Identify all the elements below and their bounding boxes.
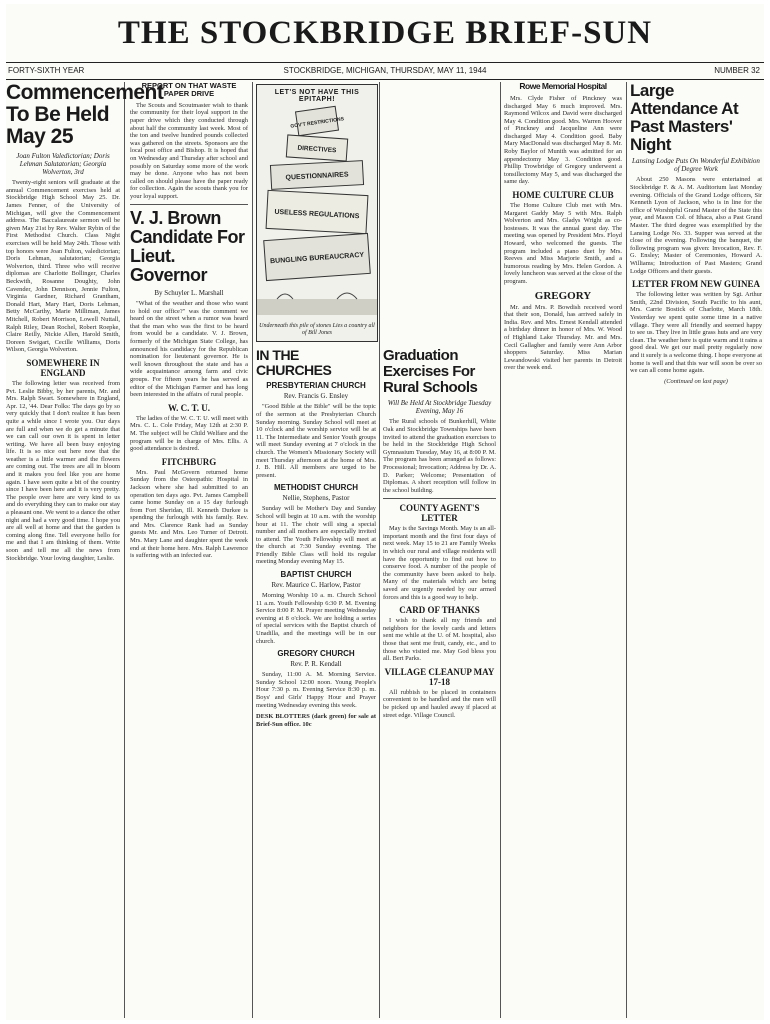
waste-paper-article: The Scouts and Scoutmaster wish to thank the community for their loyal support in the paper drive which they conducted through about half the community last week. Most of the ton and twelve hundred pounds collected was gathered on the streets. Sponsors are the local post office and Bishop. It is hoped that on Wednesday and Thursday after school and possibly on Saturday some more of the work may be done. Anyone who has not been called on should please have the paper ready for collection. Again the scouts thank you for your loyal support. <box>130 101 248 200</box>
editorial-cartoon <box>256 84 378 342</box>
somewhere-in-england-article: The following letter was received from Pvt. Leslie Bibby, by her parents, Mr. and Mrs. Ralph Swart. Somewhere in England, Apr. 12, '44. Dear Folks: The days go by so very quickly that I don't realize it has been quite a while since I wrote you. Our days are full and when we do get a minute that we can call our own it is spent in letter writing. We have all been busy enjoying life. It is so nice out here now that the weather is a little warmer and the flowers are coming out. The trees are all in bloom and it makes you feel like you are home again. I have seen quite a bit of the country since I have been here and it is very pretty. The people over here are very kind to us and do everything they can to make our stay a pleasant one. We went to a dance the other night and had a very good time. I hope you are all well at home and that the garden is coming along fine. Tell everyone hello for me and that I am thinking of them. Write soon and tell me all the news from Stockbridge. Your loving daughter, Leslie. <box>6 379 120 562</box>
waste-paper-headline: REPORT ON THAT WASTE PAPER DRIVE <box>141 81 237 98</box>
tombstone-pile-illustration <box>257 103 377 315</box>
stone-label: GOV'T RESTRICTIONS <box>290 116 345 130</box>
stone-label: QUESTIONNAIRES <box>285 171 349 182</box>
county-agent-heading: COUNTY AGENT'S LETTER <box>399 503 480 524</box>
wctu-article: The ladies of the W. C. T. U. will meet with Mrs. C. L. Cole Friday, May 12th at 2:30 P. M. The subject will be Child Welfare and the program will be in charge of Mrs. Ellis. A good attendance is desired. <box>130 414 248 453</box>
baptist-pastor: Rev. Maurice C. Harlow, Pastor <box>271 581 361 590</box>
churches-headline: IN THE CHURCHES <box>256 347 332 378</box>
issue-date: STOCKBRIDGE, MICHIGAN, THURSDAY, MAY 11, 1944 <box>283 66 487 75</box>
gregory-heading: GREGORY <box>534 289 592 302</box>
gregory-church-heading: GREGORY CHURCH <box>277 649 355 659</box>
column-1 <box>6 81 164 1018</box>
column-3 <box>256 348 376 1018</box>
continued-notice: (Continued on last page) <box>664 377 728 385</box>
hospital-headline: Rowe Memorial Hospital <box>519 81 607 91</box>
past-masters-headline: Large Attendance At Past Masters' Night <box>630 81 739 154</box>
column-2 <box>130 82 248 1018</box>
brown-candidate-headline: V. J. Brown Candidate For Lieut. Governor <box>130 208 245 286</box>
column-rule <box>500 82 501 1018</box>
column-rule <box>252 82 253 1018</box>
methodist-article: Sunday will be Mother's Day and Sunday School will begin at 10 a.m. with the worship hour at 11. The choir will sing a special number and all mothers are especially invited to attend. The Youth Fellowship will meet at the church at 7:30 Sunday evening. The Friendly Bible Class will hold its regular meeting Monday evening May 15. <box>256 505 376 566</box>
presbyterian-pastor: Rev. Francis G. Ensley <box>283 392 349 401</box>
past-masters-article: About 250 Masons were entertained at Stockbridge F. & A. M. Auditorium last Monday evening. Officials of the Grand Lodge officers, Sir Kenneth Lyon of Jackson, who is in line for the office of Worshipful Grand Master of the State this year, and Mason Col. of Ithaca, also a Past Grand Master. The third degree was exemplified by the Lansing Lodge No. 33. Supper was served at the close of the evening. Following the banquet, the following program was given: Invocation, Rev. F. G. Ensley; Master of Ceremonies, Howard A. Williams; Introduction of Past Masters; Grand Lodge Officers and their guests. <box>630 176 762 275</box>
wctu-heading: W. C. T. U. <box>167 402 211 413</box>
cartoon-title: LET'S NOT HAVE THIS EPITAPH! <box>274 89 360 103</box>
village-cleanup-heading: VILLAGE CLEANUP MAY 17-18 <box>384 666 495 687</box>
baptist-article: Morning Worship 10 a. m. Church School 11 a.m. Youth Fellowship 6:30 P. M. Evening Service 8:00 P. M. Prayer meeting Wednesday evening at 8 o'clock. We are holding a series of special services with the Baptist church of Unadilla, and the meetings will be in our church. <box>256 592 376 645</box>
column-6 <box>630 82 762 1018</box>
newspaper-page <box>6 4 764 1020</box>
presbyterian-article: "Good Bible at the Bible" will be the topic of the sermon at the Presbyterian Church Sunday morning. Sunday School will meet at 10 o'clock and the worship service will be at 11. The Intermediate and Senior Youth groups will meet Sunday evening at 7 o'clock in the church. The Women's Missionary Society will meet Thursday afternoon at the home of Mrs. J. B. Hill. All members are urged to be present. <box>256 403 376 479</box>
methodist-pastor: Nellie, Stephens, Pastor <box>282 494 350 503</box>
brown-byline: By Schuyler L. Marshall <box>154 289 224 298</box>
fitchburg-heading: FITCHBURG <box>161 456 217 467</box>
gregory-article: Mr. and Mrs. P. Bowdish received word that their son, Donald, has arrived safely in India. Rev. and Mrs. Ernest Kendall attended a birthday dinner in honor of Mrs. W. Wood of Highland Lake Thursday. Mr. and Mrs. Cecil Gallagher and family were Ann Arbor shoppers Saturday. Miss Marian Lewandowski visited her parents in Detroit over the week end. <box>504 303 622 372</box>
somewhere-in-england-heading: SOMEWHERE IN ENGLAND <box>26 357 100 378</box>
graduation-headline: Graduation Exercises For Rural Schools <box>383 347 478 396</box>
brown-candidate-article: "What of the weather and those who want to hold our office?" was the comment we heard on the street when a rumor was heard that the man who was the first to be heard from would be a candidate. V. J. Brown, formerly of the Michigan State College, has announced his candidacy for the Republican nomination for lieutenant governor. He is well known throughout the state and has a wide acquaintance among farm and civic groups. For fifteen years he has served as editor of the Michigan Farmer and has long been interested in the affairs of rural people. <box>130 300 248 399</box>
new-guinea-letter-heading: LETTER FROM NEW GUINEA <box>631 279 761 290</box>
home-culture-club-article: The Home Culture Club met with Mrs. Margaret Gaddy May 5 with Mrs. Ralph Wolverton and Mrs. Gladys Wright as co-hostesses. It was the annual guest day. The meeting was opened by President Mrs. Floyd Howard, who welcomed the guests. The program included a piano duet by Mrs. Reeves and Miss Marjorie Smith, and a humorous reading by Mrs. Helen Gordon. A lovely luncheon was served at the close of the program. <box>504 202 622 285</box>
commencement-article: Twenty-eight seniors will graduate at the annual Commencement exercises held at Stockbridge High School May 25. Dr. James Fenner, of the University of Michigan, will give the Commencement address. The Baccalaureate sermon will be given May 21st by Rev. Walter Rybin of the First Methodist Church. Class Night exercises will be held May 24th. Those with top honors were Joan Fulton, valedictorian; Doris Lehman, salutatorian; Georgia Wolverton, third. Three who will receive diplomas are Charlotte Bollinger, Charles Beckwith, Rosanne Doughty, John Cavender, John Dennison, Jennie Fulton, Virginia Gardner, Richard Grantham, Donald Hart, Mary Hart, Doris Lehman, Betty McCarthy, Marie Milliman, James Mitchell, Robert Morrison, Lowell Nuttall, Ralph Riley, Dean Rochel, Robert Roepke, Claire Reilly, Nickie Allen, Harold Smith, Doreen Swigart, Cecille Williams, Doris Wilson, Georgia Wolverton. <box>6 179 120 354</box>
column-rule <box>124 82 125 1018</box>
card-of-thanks-text: I wish to thank all my friends and neighbors for the lovely cards and letters sent me while at the U. of M. hospital, also those that sent me fruit, candy, etc., and to those who visited me. May God bless you all. Bert Parks. <box>383 617 496 663</box>
stone-label: BUNGLING BUREAUCRACY <box>269 251 365 266</box>
column-rule <box>379 82 380 1018</box>
desk-blotters-notice: DESK BLOTTERS (dark green) for sale at Brief-Sun office. 10c <box>256 713 376 728</box>
county-agent-article: May is the Savings Month. May is an all-important month and the first four days of next week. May 15 to 21 are Family Weeks in which our rural and village residents will have the opportunity to find out how to conserve food. A number of the people of the community have been asked to help. Many of the materials which are being saved are urgently needed by our armed forces and this is a good way to help. <box>383 525 496 601</box>
newspaper-title: THE STOCKBRIDGE BRIEF-SUN <box>117 15 653 51</box>
column-rule <box>626 82 627 1018</box>
dateline-bar <box>6 62 764 80</box>
masthead <box>6 4 764 60</box>
card-of-thanks-heading: CARD OF THANKS <box>399 605 480 616</box>
village-cleanup-text: All rubbish to be placed in containers convenient to be handled and the men will be picked up and hauled away if placed at street edge. Village Council. <box>383 688 496 719</box>
hospital-article: Mrs. Clyde Fisher of Pinckney was discharged May 6 much improved. Mrs. Raymond Wilcox and David were discharged May 4. Condition good. Mrs. Warren Hoover of Pinckney and Jacqueline Ann were discharged May 4. Condition good. Baby Mary MacDonald was discharged May 8. Mr. Roby Baylor of Munith was admitted for an appendectomy May 3. Condition good. Phillip Trowbridge of Gregory underwent a tonsillectomy May 5, and was discharged the same day. <box>504 94 622 186</box>
methodist-church-heading: METHODIST CHURCH <box>274 483 358 493</box>
past-masters-deck: Lansing Lodge Puts On Wonderful Exhibition of Degree Work <box>632 157 760 174</box>
graduation-deck: Will Be Held At Stockbridge Tuesday Evening, May 16 <box>387 399 492 416</box>
new-guinea-letter-article: The following letter was written by Sgt. Arthur Smith, 22nd Division, South Pacific to his aunt, Mrs. Carrie Bostick of Charlotte, March 18th. Yesterday we spent quite some time in a native village. They were all friendly and seemed happy to see us. They live in little grass huts and are very clean. The weather here is quite warm and it rains a good deal. We get our mail pretty regularly now and it surely is a welcome thing. I hope everyone at home is well and that this war will soon be over so we can all come home again. <box>630 291 762 375</box>
commencement-headline: Commencement To Be Held May 25 <box>6 81 164 149</box>
column-4 <box>383 348 496 1018</box>
cartoon-caption: Underneath this pile of stones Lies a country all of Bill Jones <box>259 322 375 336</box>
home-culture-club-heading: HOME CULTURE CLUB <box>512 190 614 201</box>
column-5 <box>504 82 622 1018</box>
presbyterian-church-heading: PRESBYTERIAN CHURCH <box>266 381 366 391</box>
issue-number: NUMBER 32 <box>714 66 760 75</box>
gregory-church-article: Sunday, 11:00 A. M. Morning Service. Sunday School 12:00 noon. Young People's Hour 7:30 p. m. Evening Service 8:30 p. m. Boys' and Girls' Happy Hour and Prayer meeting Wednesday evening this week. <box>256 671 376 709</box>
stone-label: DIRECTIVES <box>297 144 337 155</box>
commencement-deck: Joan Fulton Valedictorian; Doris Lehman Salutatorian; Georgia Wolverton, 3rd <box>16 152 110 177</box>
gregory-pastor: Rev. P. R. Kendall <box>290 660 342 669</box>
graduation-article: The Rural schools of Bunkerhill, White Oak and Stockbridge Townships have been invited to attend the graduation exercises to be held in the Stockbridge High School Gymnasium Tuesday, May 16, at 8:00 P. M. The program has been arranged as follows: Processional; Invocation; Address by Dr. A. D. Parker; Welcome; Presentation of Diplomas. A short reception will follow in the school building. <box>383 418 496 494</box>
baptist-church-heading: BAPTIST CHURCH <box>280 570 352 580</box>
fitchburg-article: Mrs. Paul McGovern returned home Sunday from the Osteopathic Hospital in Jackson where she had submitted to an operation ten days ago. Pvt. James Campbell came home Sunday on a 15 day furlough from Fort Sheridan, Ill. Kenneth Durkee is spending the furlough with his family. Rev. and Mrs. Clarence Rank had as Sunday guests Mr. and Mrs. Leo Turner of Detroit. Mrs. Mary Lane and daughter spent the week end at their home here. Mrs. Ralph Lawrence is suffering with an infected ear. <box>130 468 248 560</box>
volume-year: FORTY-SIXTH YEAR <box>8 66 85 75</box>
stone-label: USELESS REGULATIONS <box>274 208 360 221</box>
